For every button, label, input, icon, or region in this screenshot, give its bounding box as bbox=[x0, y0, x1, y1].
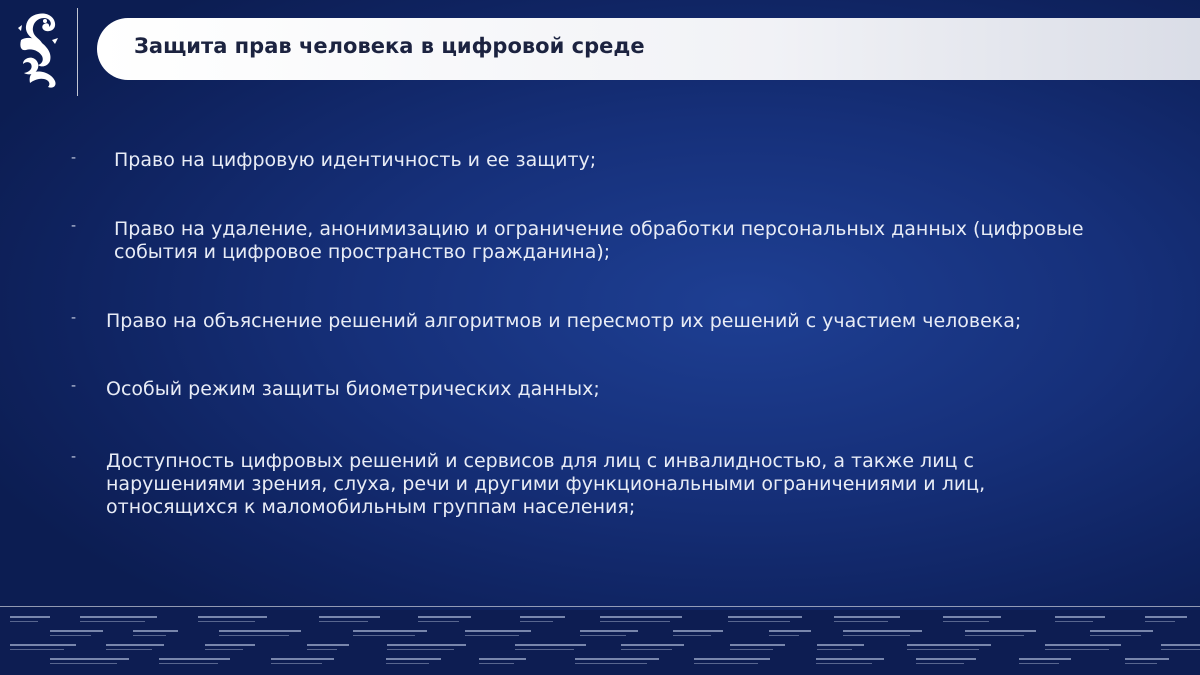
footer-watermark-mark bbox=[843, 630, 922, 632]
footer-watermark-band bbox=[0, 610, 1200, 675]
footer-watermark-mark bbox=[816, 663, 872, 664]
footer-watermark-mark bbox=[133, 630, 178, 632]
snow-leopard-emblem-icon bbox=[12, 10, 62, 90]
footer-watermark-mark bbox=[386, 663, 429, 664]
footer-watermark-mark bbox=[916, 663, 964, 664]
footer-watermark-mark bbox=[673, 635, 711, 636]
footer-watermark-mark bbox=[80, 616, 157, 618]
bullet-line: Право на цифровую идентичность и ее защиту; bbox=[114, 149, 597, 171]
footer-watermark-mark bbox=[916, 658, 976, 660]
footer-watermark-mark bbox=[769, 630, 811, 632]
footer-watermark-mark bbox=[50, 635, 91, 636]
footer-watermark-mark bbox=[817, 644, 864, 646]
footer-watermark-mark bbox=[834, 621, 888, 622]
footer-watermark-mark bbox=[769, 635, 799, 636]
footer-watermark-mark bbox=[817, 649, 852, 650]
footer-watermark-mark bbox=[10, 616, 50, 618]
footer-watermark-mark bbox=[418, 621, 459, 622]
footer-watermark-mark bbox=[198, 621, 255, 622]
footer-watermark-mark bbox=[10, 621, 38, 622]
footer-watermark-mark bbox=[465, 635, 519, 636]
footer-watermark-mark bbox=[1125, 663, 1157, 664]
footer-watermark-mark bbox=[580, 635, 626, 636]
footer-watermark-mark bbox=[1125, 658, 1169, 660]
footer-watermark-mark bbox=[1145, 621, 1175, 622]
footer-watermark-mark bbox=[1090, 630, 1153, 632]
footer-watermark-mark bbox=[353, 630, 427, 632]
footer-watermark-mark bbox=[515, 644, 586, 646]
footer-watermark-mark bbox=[219, 635, 289, 636]
bullet-line: Право на объяснение решений алгоритмов и пересмотр их решений с участием человека; bbox=[106, 310, 1022, 332]
footer-watermark-mark bbox=[580, 630, 638, 632]
footer-watermark-mark bbox=[575, 663, 647, 664]
bullet-item-2 bbox=[114, 218, 1084, 264]
footer-watermark-mark bbox=[600, 616, 682, 618]
footer-watermark-mark bbox=[106, 644, 164, 646]
footer-watermark-mark bbox=[205, 644, 255, 646]
footer-watermark-mark bbox=[730, 649, 773, 650]
footer-watermark-mark bbox=[80, 621, 145, 622]
footer-watermark-mark bbox=[465, 630, 531, 632]
bullet-line: события и цифровое пространство гражданина); bbox=[114, 241, 611, 263]
bullet-marker: - bbox=[71, 310, 77, 326]
footer-watermark-mark bbox=[515, 649, 574, 650]
footer-watermark-mark bbox=[479, 658, 526, 660]
footer-watermark-mark bbox=[843, 635, 910, 636]
bullet-line: относящихся к маломобильным группам населения; bbox=[106, 496, 636, 518]
footer-watermark-mark bbox=[907, 649, 979, 650]
footer-watermark-mark bbox=[1055, 616, 1105, 618]
footer-watermark-mark bbox=[575, 658, 659, 660]
logo-divider bbox=[77, 8, 78, 96]
footer-watermark-mark bbox=[319, 621, 368, 622]
footer-watermark-mark bbox=[386, 658, 441, 660]
bullet-marker: - bbox=[71, 449, 77, 465]
footer-divider bbox=[0, 606, 1200, 607]
footer-watermark-mark bbox=[133, 635, 166, 636]
footer-watermark-mark bbox=[600, 621, 670, 622]
footer-watermark-mark bbox=[520, 621, 553, 622]
bullet-line: Доступность цифровых решений и сервисов для лиц с инвалидностью, а также лиц с bbox=[106, 450, 974, 472]
footer-watermark-mark bbox=[621, 644, 684, 646]
footer-watermark-mark bbox=[1161, 649, 1200, 650]
footer-watermark-mark bbox=[728, 621, 790, 622]
bullet-item-5 bbox=[106, 450, 985, 519]
footer-watermark-mark bbox=[10, 649, 64, 650]
footer-watermark-mark bbox=[159, 658, 230, 660]
footer-watermark-mark bbox=[50, 630, 103, 632]
footer-watermark-mark bbox=[198, 616, 267, 618]
footer-watermark-mark bbox=[219, 630, 301, 632]
footer-watermark-mark bbox=[943, 616, 1001, 618]
footer-watermark-mark bbox=[271, 658, 334, 660]
footer-watermark-mark bbox=[271, 663, 322, 664]
footer-watermark-mark bbox=[159, 663, 218, 664]
footer-watermark-mark bbox=[834, 616, 900, 618]
footer-watermark-mark bbox=[730, 644, 785, 646]
footer-watermark-mark bbox=[1145, 616, 1187, 618]
footer-watermark-mark bbox=[1090, 635, 1141, 636]
footer-watermark-mark bbox=[520, 616, 565, 618]
bullet-item-4 bbox=[106, 378, 600, 401]
bullet-marker: - bbox=[71, 150, 77, 166]
footer-watermark-mark bbox=[816, 658, 884, 660]
footer-watermark-mark bbox=[621, 649, 672, 650]
footer-watermark-mark bbox=[479, 663, 514, 664]
footer-watermark-mark bbox=[1161, 644, 1200, 646]
footer-watermark-mark bbox=[1045, 649, 1109, 650]
bullet-marker: - bbox=[71, 218, 77, 234]
footer-watermark-mark bbox=[1055, 621, 1093, 622]
footer-watermark-mark bbox=[694, 658, 770, 660]
footer-watermark-mark bbox=[50, 663, 117, 664]
bullet-item-3 bbox=[106, 310, 1021, 333]
footer-watermark-mark bbox=[10, 644, 76, 646]
footer-watermark-mark bbox=[694, 663, 758, 664]
bullet-item-1 bbox=[114, 149, 596, 172]
bullet-marker: - bbox=[71, 378, 77, 394]
footer-watermark-mark bbox=[1019, 658, 1071, 660]
footer-watermark-mark bbox=[307, 644, 349, 646]
footer-watermark-mark bbox=[50, 658, 129, 660]
bullet-line: Право на удаление, анонимизацию и ограничение обработки персональных данных (цифровые bbox=[114, 218, 1084, 240]
footer-watermark-mark bbox=[728, 616, 802, 618]
footer-watermark-mark bbox=[353, 635, 415, 636]
footer-watermark-mark bbox=[205, 649, 243, 650]
bullet-line: Особый режим защиты биометрических данных; bbox=[106, 378, 600, 400]
footer-watermark-mark bbox=[307, 649, 337, 650]
slide-title: Защита прав человека в цифровой среде bbox=[134, 34, 645, 58]
footer-watermark-mark bbox=[943, 621, 989, 622]
footer-watermark-mark bbox=[965, 635, 1024, 636]
footer-watermark-mark bbox=[1045, 644, 1121, 646]
footer-watermark-mark bbox=[387, 649, 454, 650]
footer-watermark-mark bbox=[418, 616, 471, 618]
footer-watermark-mark bbox=[965, 630, 1036, 632]
footer-watermark-mark bbox=[673, 630, 723, 632]
footer-watermark-mark bbox=[106, 649, 152, 650]
bullet-line: нарушениями зрения, слуха, речи и другими функциональными ограничениями и лиц, bbox=[106, 473, 986, 495]
footer-watermark-mark bbox=[319, 616, 380, 618]
footer-watermark-mark bbox=[387, 644, 466, 646]
footer-watermark-mark bbox=[907, 644, 991, 646]
footer-watermark-mark bbox=[1019, 663, 1059, 664]
